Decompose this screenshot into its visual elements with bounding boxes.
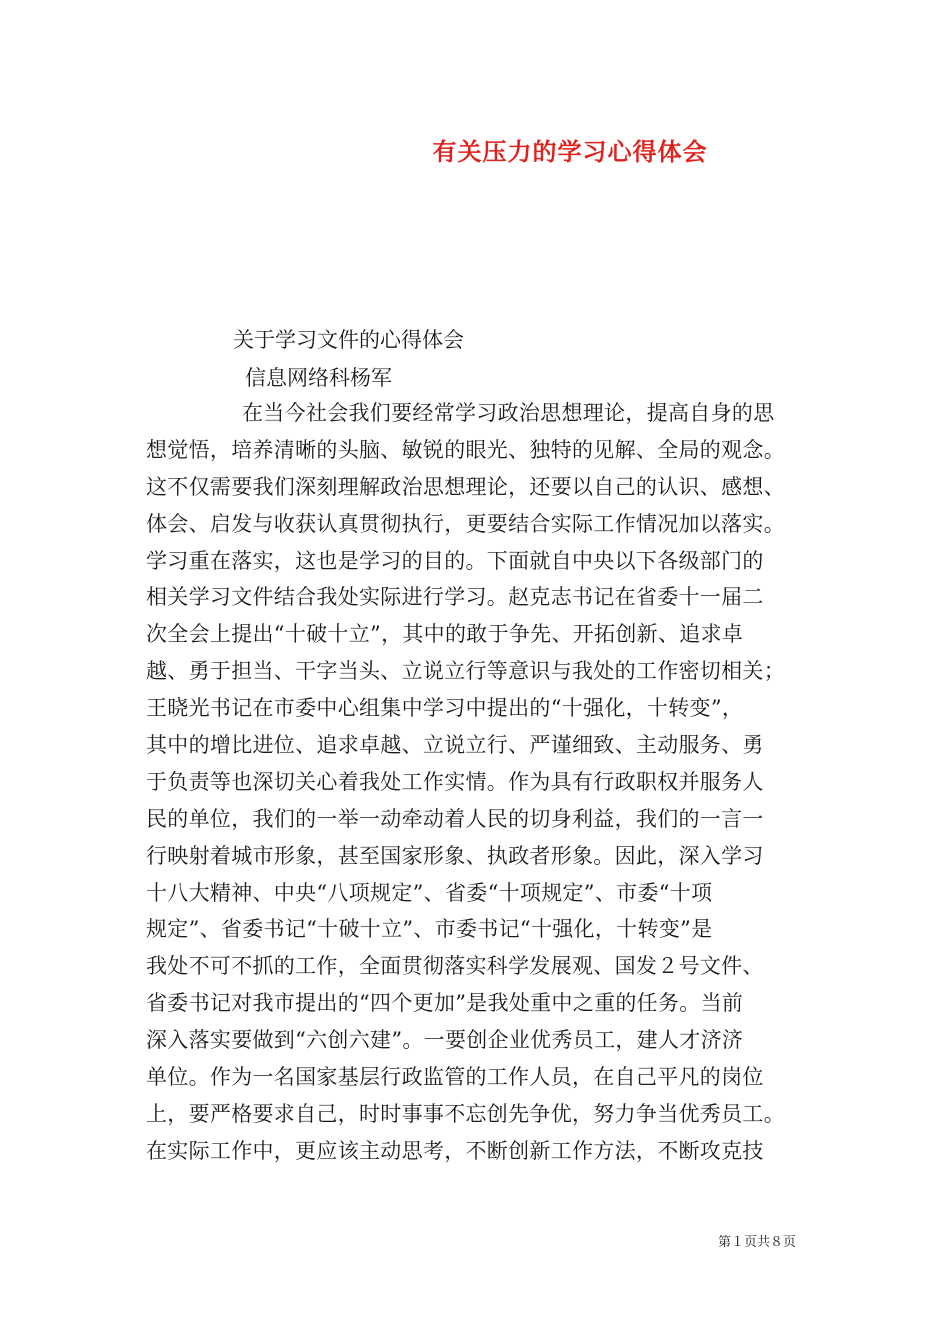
body-line: 上，要严格要求自己，时时事事不忘创先争优，努力争当优秀员工。: [146, 1101, 785, 1126]
body-line: 我处不可不抓的工作，全面贯彻落实科学发展观、国发２号文件、: [146, 954, 764, 979]
body-text: [146, 395, 806, 1170]
body-line: 于负责等也深切关心着我处工作实情。作为具有行政职权并服务人: [146, 769, 764, 794]
body-line: 行映射着城市形象，甚至国家形象、执政者形象。因此，深入学习: [146, 843, 764, 868]
body-line: 体会、启发与收获认真贯彻执行，更要结合实际工作情况加以落实。: [146, 511, 785, 536]
body-line: 规定”、省委书记“十破十立”、市委书记“十强化，十转变”是: [146, 917, 713, 942]
body-line: 学习重在落实，这也是学习的目的。下面就自中央以下各级部门的: [146, 548, 764, 573]
document-author: 信息网络科杨军: [245, 366, 392, 390]
body-line: 单位。作为一名国家基层行政监管的工作人员，在自己平凡的岗位: [146, 1065, 764, 1090]
body-line: 想觉悟，培养清晰的头脑、敏锐的眼光、独特的见解、全局的观念。: [146, 437, 785, 462]
body-line: 在当今社会我们要经常学习政治思想理论，提高自身的思: [242, 401, 775, 425]
body-line: 十八大精神、中央“八项规定”、省委“十项规定”、市委“十项: [146, 880, 713, 905]
body-line: 深入落实要做到“六创六建”。一要创企业优秀员工，建人才济济: [146, 1028, 744, 1053]
page-number: 第１页共８页: [718, 1235, 797, 1250]
body-line: 在实际工作中，更应该主动思考，不断创新工作方法，不断攻克技: [146, 1138, 764, 1163]
body-line: 这不仅需要我们深刻理解政治思想理论，还要以自己的认识、感想、: [146, 474, 785, 499]
body-line: 其中的增比进位、追求卓越、立说立行、严谨细致、主动服务、勇: [146, 733, 764, 758]
body-line: 相关学习文件结合我处实际进行学习。赵克志书记在省委十一届二: [146, 585, 764, 610]
document-subtitle: 关于学习文件的心得体会: [233, 328, 464, 352]
body-line: 省委书记对我市提出的“四个更加”是我处重中之重的任务。当前: [146, 991, 744, 1016]
document-title: 有关压力的学习心得体会: [432, 137, 708, 166]
body-line: 越、勇于担当、干字当头、立说立行等意识与我处的工作密切相关；: [146, 659, 785, 684]
body-line: 王晓光书记在市委中心组集中学习中提出的“十强化，十转变”，: [146, 696, 744, 721]
body-line: 民的单位，我们的一举一动牵动着人民的切身利益，我们的一言一: [146, 806, 764, 831]
body-line: 次全会上提出“十破十立”，其中的敢于争先、开拓创新、追求卓: [146, 622, 744, 647]
